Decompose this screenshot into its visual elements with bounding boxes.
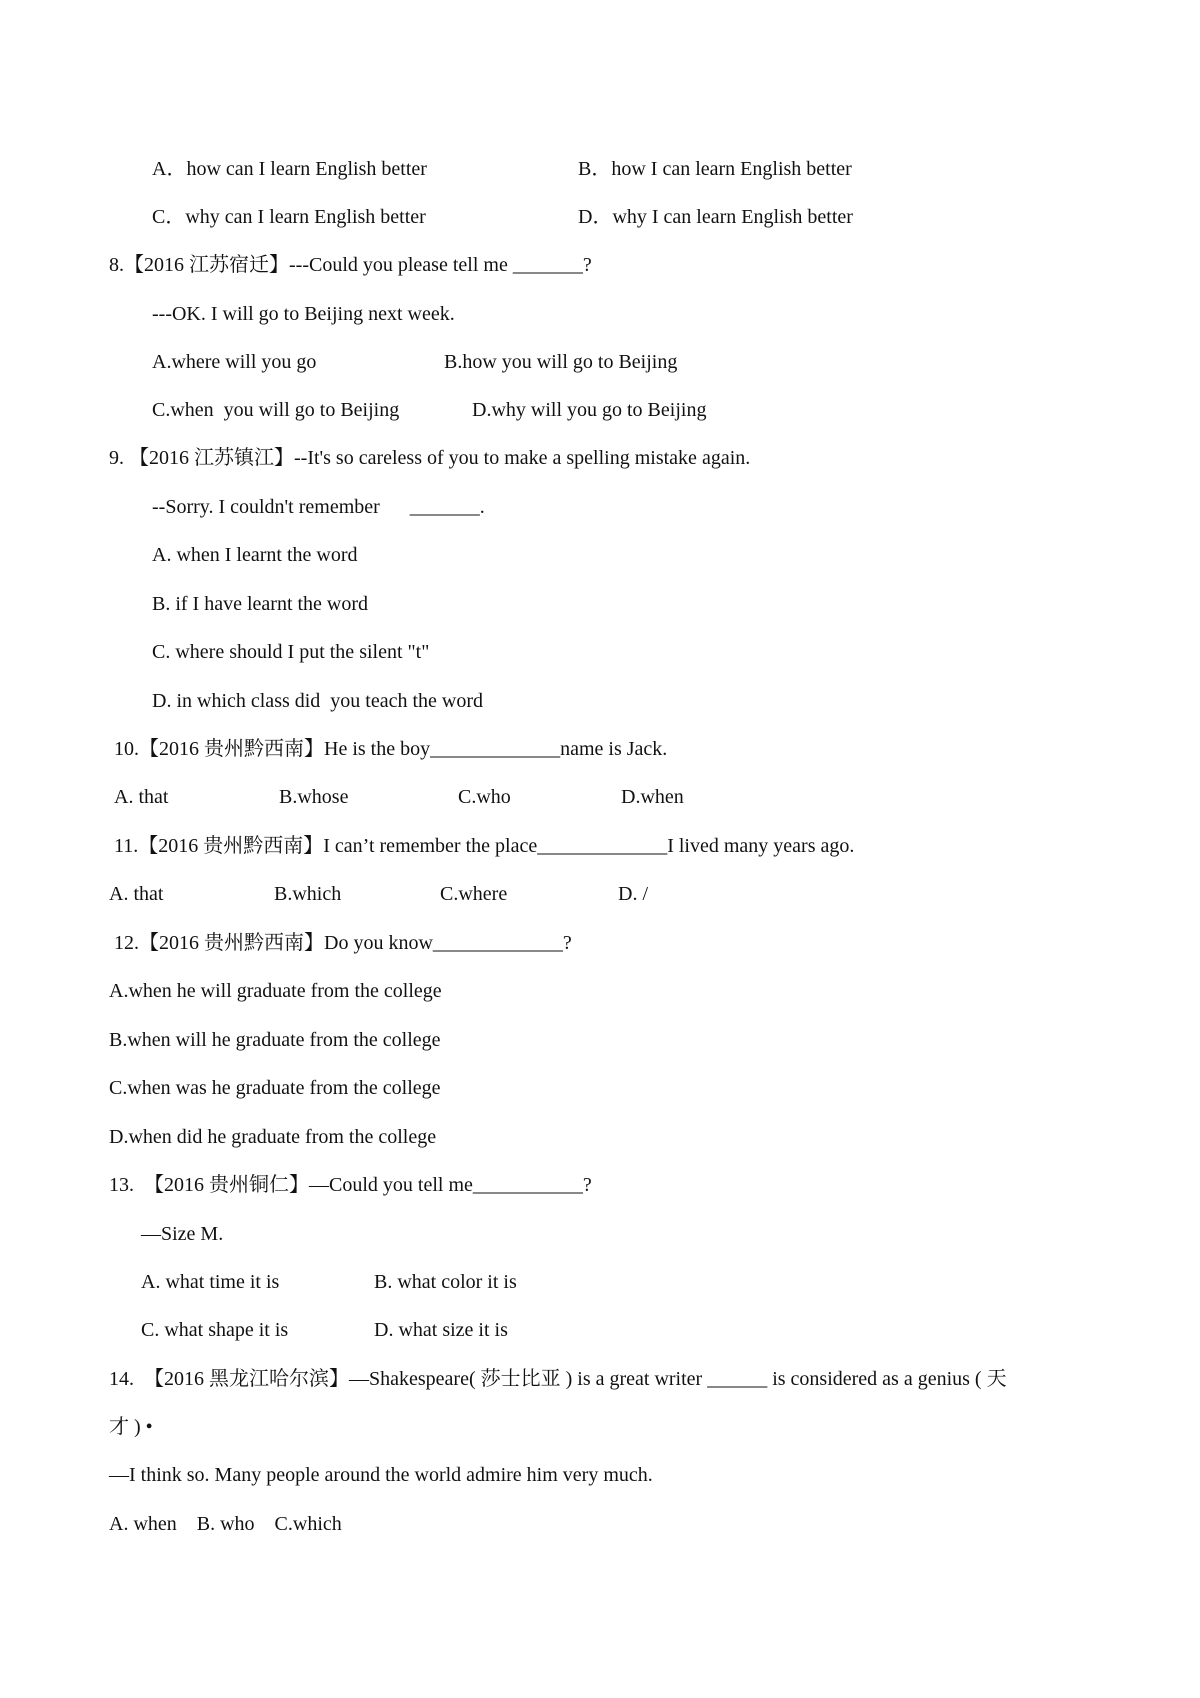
q8-reply: ---OK. I will go to Beijing next week. [152,303,455,325]
q14-reply: —I think so. Many people around the world admire him very much. [109,1464,653,1486]
q8-option-d: D.why will you go to Beijing [472,399,707,421]
q9-option-c: C. where should I put the silent "t" [152,641,430,663]
q10-option-d: D.when [621,786,684,808]
q12-option-d: D.when did he graduate from the college [109,1126,437,1148]
q9-reply: --Sorry. I couldn't remember _______. [152,496,485,518]
q13-reply: —Size M. [141,1223,224,1245]
q7-option-c: C．why can I learn English better [152,206,426,228]
q8-stem: 8.【2016 江苏宿迁】---Could you please tell me _______? [109,254,592,276]
q11-option-d: D. / [618,883,648,905]
q13-option-d: D. what size it is [374,1319,508,1341]
q10-option-a: A. that [114,786,169,808]
q13-stem: 13. 【2016 贵州铜仁】—Could you tell me___________? [109,1174,592,1196]
q14-options: A. when B. who C.which [109,1513,342,1535]
q9-option-b: B. if I have learnt the word [152,593,369,615]
q11-option-c: C.where [440,883,508,905]
q12-stem: 12.【2016 贵州黔西南】Do you know_____________? [114,932,572,954]
q10-option-c: C.who [458,786,511,808]
q13-option-a: A. what time it is [141,1271,280,1293]
q14-stem-line-1: 14. 【2016 黑龙江哈尔滨】—Shakespeare( 莎士比亚 ) is a great writer ______ is considered as a genius ( 天 [109,1368,1007,1390]
q7-option-a: A．how can I learn English better [152,158,427,180]
q7-option-d: D．why I can learn English better [578,206,853,228]
q12-option-b: B.when will he graduate from the college [109,1029,441,1051]
q9-option-a: A. when I learnt the word [152,544,358,566]
q8-option-c: C.when you will go to Beijing [152,399,400,421]
q10-stem: 10.【2016 贵州黔西南】He is the boy_____________name is Jack. [114,738,668,760]
q7-option-b: B．how I can learn English better [578,158,852,180]
q13-option-b: B. what color it is [374,1271,517,1293]
q13-option-c: C. what shape it is [141,1319,289,1341]
q11-stem: 11.【2016 贵州黔西南】I can’t remember the place_____________I lived many years ago. [114,835,855,857]
q10-option-b: B.whose [279,786,349,808]
q8-option-a: A.where will you go [152,351,317,373]
q9-stem: 9. 【2016 江苏镇江】--It's so careless of you to make a spelling mistake again. [109,447,751,469]
q14-stem-line-2: 才 ) • [109,1416,153,1438]
q12-option-a: A.when he will graduate from the college [109,980,442,1002]
q8-option-b: B.how you will go to Beijing [444,351,678,373]
q12-option-c: C.when was he graduate from the college [109,1077,441,1099]
q11-option-a: A. that [109,883,164,905]
q11-option-b: B.which [274,883,342,905]
q9-option-d: D. in which class did you teach the word [152,690,484,712]
